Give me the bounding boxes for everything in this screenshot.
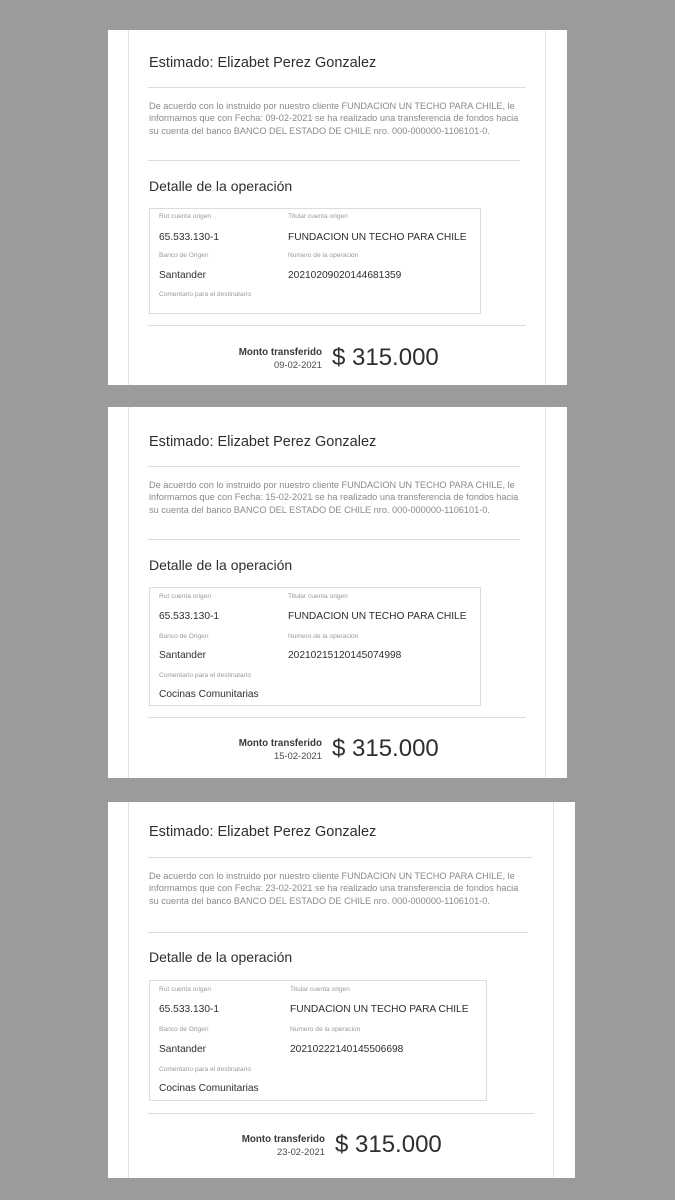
divider (148, 857, 532, 858)
rut-value: 65.533.130-1 (159, 1004, 220, 1015)
greeting: Estimado: Elizabet Perez Gonzalez (149, 824, 377, 840)
operation-detail-box (149, 980, 487, 1101)
section-title: Detalle de la operación (149, 178, 293, 194)
banco-label: Banco de Origen (159, 1026, 209, 1033)
receipt-card-1 (108, 30, 567, 385)
monto-label: Monto transferido (241, 1134, 325, 1145)
comentario-label: Comentario para el destinatario (159, 291, 251, 298)
banco-value: Santander (159, 270, 207, 281)
monto-label: Monto transferido (238, 738, 322, 749)
operacion-label: Numero de la operacion (288, 633, 359, 640)
operacion-value: 20210215120145074998 (288, 650, 402, 661)
transfer-message: De acuerdo con lo instruido por nuestro cliente FUNDACION UN TECHO PARA CHILE, le informamos que con Fecha: 23-02-2021 se ha realizado una transferencia de fondos hacia su cuenta del banco BANCO DEL ESTADO DE CHILE nro. 000-000000-1106101-0. (149, 871, 519, 906)
amount: $ 315.000 (332, 344, 439, 371)
divider (148, 87, 526, 88)
banco-value: Santander (159, 1044, 207, 1055)
banco-value: Santander (159, 650, 207, 661)
amount: $ 315.000 (335, 1131, 442, 1158)
card-border-left (128, 407, 129, 778)
card-border-right (545, 30, 546, 385)
divider (148, 325, 526, 326)
operation-detail-box (149, 208, 481, 314)
banco-label: Banco de Origen (159, 252, 209, 259)
card-border-right (545, 407, 546, 778)
operacion-label: Numero de la operacion (288, 252, 359, 259)
rut-value: 65.533.130-1 (159, 232, 220, 243)
divider (148, 539, 520, 540)
titular-label: Titular cuenta origen (290, 986, 350, 993)
comentario-value: Cocinas Comunitarias (159, 1083, 259, 1094)
divider (148, 1113, 534, 1114)
operacion-value: 20210222140145506698 (290, 1044, 404, 1055)
titular-label: Titular cuenta origen (288, 593, 348, 600)
titular-value: FUNDACION UN TECHO PARA CHILE (288, 232, 467, 243)
greeting: Estimado: Elizabet Perez Gonzalez (149, 434, 377, 450)
rut-label: Rut cuenta origen (159, 986, 212, 993)
section-title: Detalle de la operación (149, 949, 293, 965)
amount: $ 315.000 (332, 735, 439, 762)
monto-date: 09-02-2021 (274, 359, 322, 370)
titular-value: FUNDACION UN TECHO PARA CHILE (290, 1004, 469, 1015)
operacion-value: 20210209020144681359 (288, 270, 402, 281)
monto-date: 23-02-2021 (277, 1146, 325, 1157)
rut-value: 65.533.130-1 (159, 611, 220, 622)
receipt-card-3 (108, 802, 575, 1178)
divider (148, 160, 520, 161)
greeting: Estimado: Elizabet Perez Gonzalez (149, 55, 377, 71)
monto-date: 15-02-2021 (274, 750, 322, 761)
comentario-value: Cocinas Comunitarias (159, 689, 259, 700)
transfer-message: De acuerdo con lo instruido por nuestro cliente FUNDACION UN TECHO PARA CHILE, le informamos que con Fecha: 15-02-2021 se ha realizado una transferencia de fondos hacia su cuenta del banco BANCO DEL ESTADO DE CHILE nro. 000-000000-1106101-0. (149, 480, 519, 515)
rut-label: Rut cuenta origen (159, 213, 212, 220)
comentario-label: Comentario para el destinatario (159, 672, 251, 679)
divider (148, 932, 528, 933)
card-border-right (553, 802, 554, 1178)
banco-label: Banco de Origen (159, 633, 209, 640)
titular-value: FUNDACION UN TECHO PARA CHILE (288, 611, 467, 622)
titular-label: Titular cuenta origen (288, 213, 348, 220)
operacion-label: Numero de la operacion (290, 1026, 361, 1033)
section-title: Detalle de la operación (149, 557, 293, 573)
card-border-left (128, 30, 129, 385)
divider (148, 466, 520, 467)
divider (148, 717, 526, 718)
operation-detail-box (149, 587, 481, 706)
receipt-card-2 (108, 407, 567, 778)
comentario-label: Comentario para el destinatario (159, 1066, 251, 1073)
monto-label: Monto transferido (238, 347, 322, 358)
rut-label: Rut cuenta origen (159, 593, 212, 600)
transfer-message: De acuerdo con lo instruido por nuestro cliente FUNDACION UN TECHO PARA CHILE, le informamos que con Fecha: 09-02-2021 se ha realizado una transferencia de fondos hacia su cuenta del banco BANCO DEL ESTADO DE CHILE nro. 000-000000-1106101-0. (149, 101, 519, 136)
card-border-left (128, 802, 129, 1178)
